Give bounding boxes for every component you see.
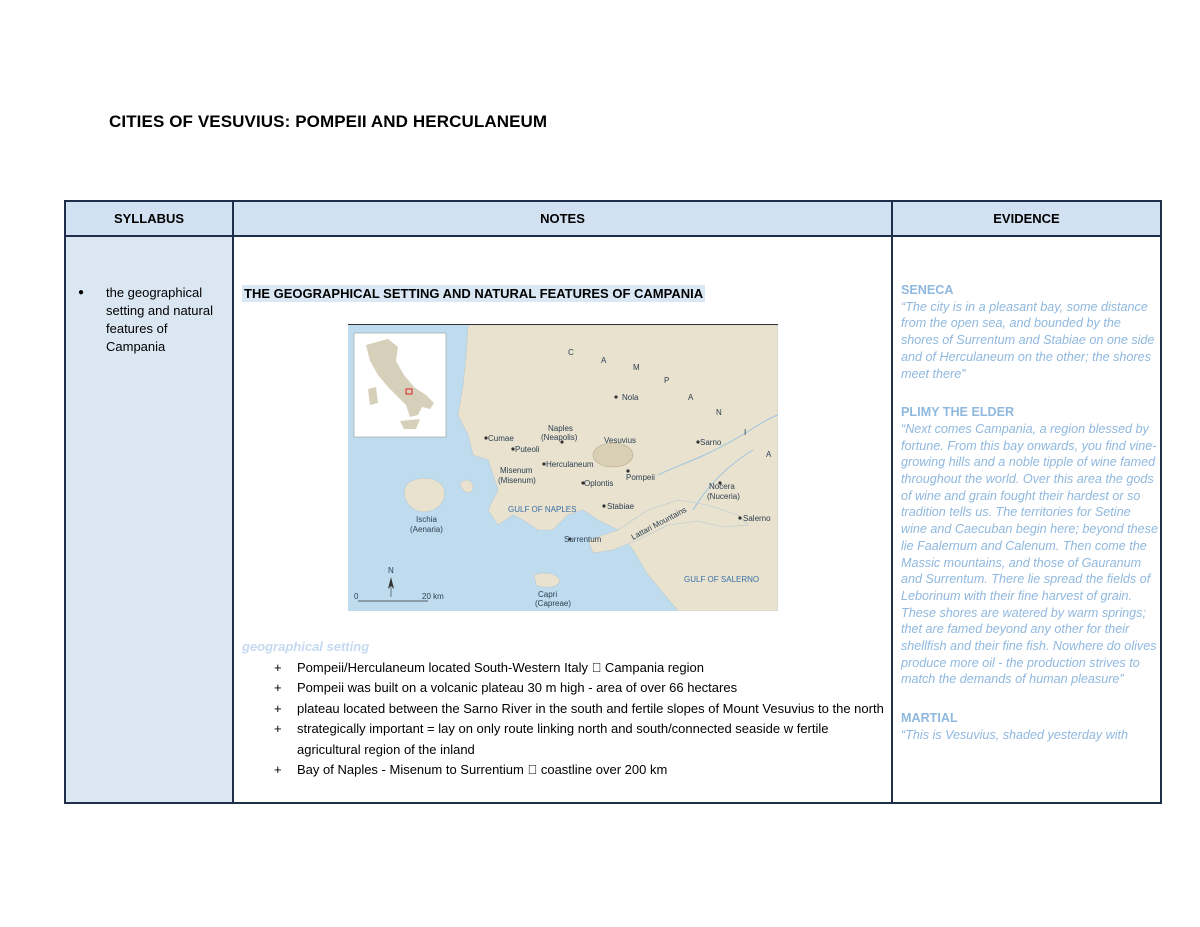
evidence-quote: “The city is in a pleasant bay, some distance from the open sea, and bounded by the shores of Surrentum and Stabiae on one side and of Herculaneum on the other; the shores meet there”: [901, 299, 1155, 381]
syllabus-item-text: the geographical setting and natural features of Campania: [106, 285, 213, 354]
syllabus-column: [66, 202, 234, 802]
map-label-misenum-latin: (Misenum): [498, 476, 536, 485]
map-label-sarno: Sarno: [700, 438, 722, 447]
scale-zero: 0: [354, 592, 359, 601]
map-graphic: [348, 325, 778, 611]
evidence-list: [901, 282, 1159, 766]
map-label-peninsula: Lattari Mountains: [629, 505, 689, 542]
list-item: + Pompeii was built on a volcanic plateau 30 m high - area of over 66 hectares: [274, 678, 884, 698]
campania-map: [348, 324, 778, 611]
campania-letter: M: [633, 363, 640, 372]
map-label-nocera-latin: (Nuceria): [707, 492, 740, 501]
map-label-gulf-salerno: GULF OF SALERNO: [684, 575, 760, 584]
section-heading: THE GEOGRAPHICAL SETTING AND NATURAL FEATURES OF CAMPANIA: [244, 286, 704, 301]
map-label-pompeii: Pompeii: [626, 473, 655, 482]
map-label-naples: Naples: [548, 424, 573, 433]
city-dot: [738, 516, 741, 519]
list-item: + plateau located between the Sarno River in the south and fertile slopes of Mount Vesuvius to the north: [274, 699, 884, 719]
map-label-capri: Capri: [538, 590, 558, 599]
notes-table: [64, 200, 1162, 804]
evidence-column: [893, 202, 1160, 802]
evidence-item: [901, 710, 1159, 743]
map-label-nocera: Nocera: [709, 482, 735, 491]
list-item: + strategically important = lay on only route linking north and south/connected seaside w fertile agricultural region of the inland: [274, 719, 884, 760]
map-label-vesuvius: Vesuvius: [604, 436, 637, 445]
campania-letter: A: [601, 356, 607, 365]
campania-letter: P: [664, 376, 670, 385]
map-label-oplontis: Oplontis: [584, 479, 614, 488]
map-label-cumae: Cumae: [488, 434, 514, 443]
map-label-nola: Nola: [622, 393, 639, 402]
campania-letter: I: [744, 428, 747, 437]
map-label-stabiae: Stabiae: [607, 502, 635, 511]
evidence-author: MARTIAL: [901, 711, 958, 726]
evidence-quote: “This is Vesuvius, shaded yesterday with: [901, 727, 1129, 742]
evidence-header: EVIDENCE: [893, 202, 1160, 237]
capri-island: [534, 573, 560, 587]
evidence-quote: “Next comes Campania, a region blessed by fortune. From this bay onwards, you find vine-growing hills and a noble tipple of wine famed throughout the world. Over this area the gods of wine and grain fought their hardest or so tradition tells us. The territories for Setine wine and Caecuban begin here; beyond these lie Faalernum and Calenum. Then come the Massic mountains, and those of Gauranum and Surrentum. There lie spread the fields of Leborinum with their fine harvest of grain. These shores are watered by warm springs; thet are famed beyond any other for their shellfish and their fine fish. Nowhere do olives produce more oil - the production strives to match the demands of human pleasure”: [901, 421, 1158, 687]
page-title: CITIES OF VESUVIUS: POMPEII AND HERCULANEUM: [109, 112, 548, 131]
list-item: + Bay of Naples - Misenum to Surrentium coastline over 200 km: [274, 760, 884, 780]
procida-island: [460, 480, 473, 493]
geographical-setting-label: geographical setting: [242, 639, 370, 654]
scale-label: 20 km: [422, 592, 444, 601]
map-label-ischia-latin: (Aenaria): [410, 525, 443, 534]
map-label-naples-latin: (Neapolis): [541, 433, 578, 442]
map-label-salerno: Salerno: [743, 514, 771, 523]
north-arrow-label: N: [388, 566, 394, 575]
map-label-puteoli: Puteoli: [515, 445, 540, 454]
map-label-capri-latin: (Capreae): [535, 599, 572, 608]
syllabus-item: [76, 284, 226, 356]
campania-letter: A: [688, 393, 694, 402]
notes-column: [234, 202, 893, 802]
notes-bullet-list: [274, 658, 884, 780]
bullet-icon: ●: [78, 287, 85, 298]
city-dot: [614, 395, 617, 398]
map-label-misenum: Misenum: [500, 466, 533, 475]
map-label-gulf-naples: GULF OF NAPLES: [508, 505, 577, 514]
notes-header: NOTES: [234, 202, 891, 237]
syllabus-header: SYLLABUS: [66, 202, 232, 237]
campania-letter: C: [568, 348, 574, 357]
campania-letter: A: [766, 450, 772, 459]
evidence-author: PLIMY THE ELDER: [901, 405, 1015, 420]
evidence-item: [901, 282, 1159, 382]
list-item: + Pompeii/Herculaneum located South-Western Italy Campania region: [274, 658, 884, 678]
map-label-ischia: Ischia: [416, 515, 437, 524]
map-label-surrentum: Surrentum: [564, 535, 602, 544]
ischia-island: [404, 478, 444, 512]
evidence-author: SENECA: [901, 283, 954, 297]
map-label-herculaneum: Herculaneum: [546, 460, 594, 469]
campania-letter: N: [716, 408, 722, 417]
city-dot: [602, 504, 605, 507]
evidence-item: [901, 404, 1159, 688]
vesuvius-shape: [593, 443, 633, 467]
